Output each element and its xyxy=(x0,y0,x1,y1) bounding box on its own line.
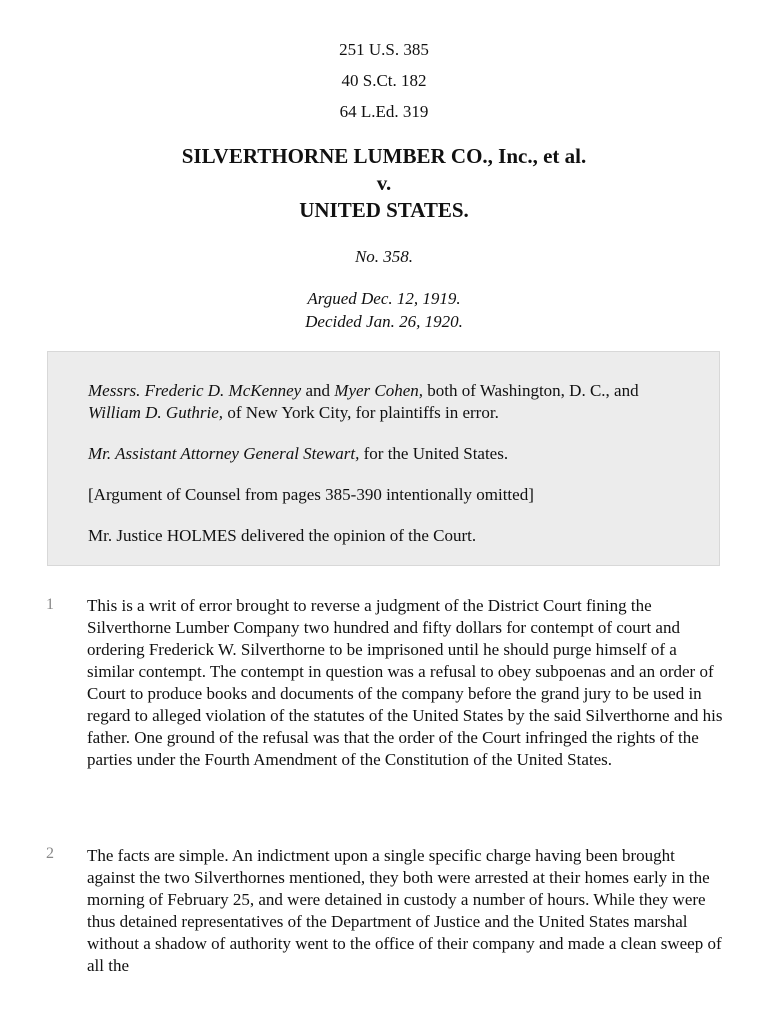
citation-led: 64 L.Ed. 319 xyxy=(339,102,429,121)
counsel-name-mckenney: Messrs. Frederic D. McKenney xyxy=(88,381,302,400)
counsel-name-guthrie: William D. Guthrie, xyxy=(88,403,224,422)
case-title-versus: v. xyxy=(376,171,392,195)
argued-date: Argued Dec. 12, 1919. xyxy=(307,289,461,308)
counsel-name-stewart: Mr. Assistant Attorney General Stewart, xyxy=(88,444,360,463)
paragraph-text: The facts are simple. An indictment upon a single specific charge having been brought against the two Silverthornes mentioned, they both were arrested at their homes early in the morning of February 25, and were detained in custody a number of hours. While they were thus detained representatives of the Department of Justice and the United States marshal without a shadow of authority went to the office of their company and made a clean sweep of all the xyxy=(87,846,722,975)
citations xyxy=(0,34,768,127)
docket-number: No. 358. xyxy=(354,247,414,266)
case-title xyxy=(0,143,768,224)
case-title-petitioner: SILVERTHORNE LUMBER CO., Inc., et al. xyxy=(181,144,587,168)
counsel-box xyxy=(47,351,720,566)
decided-date: Decided Jan. 26, 1920. xyxy=(305,312,463,331)
paragraph-number: 1 xyxy=(46,596,54,613)
paragraph-text: This is a writ of error brought to reverse a judgment of the District Court fining the Silverthorne Lumber Company two hundred and fifty dollars for contempt of court and ordering Frederick W. Silverthorne to be imprisoned until he should purge himself of a similar contempt. The contempt in question was a refusal to obey subpoenas and an order of Court to produce books and documents of the company before the grand jury to be used in regard to alleged violation of the statutes of the United States by the said Silverthorne and his father. One ground of the refusal was that the order of the Court infringed the rights of the parties under the Fourth Amendment of the Constitution of the United States. xyxy=(87,596,723,769)
counsel-name-cohen: Myer Cohen, xyxy=(334,381,424,400)
case-title-respondent: UNITED STATES. xyxy=(299,198,469,222)
argument-omitted-note: [Argument of Counsel from pages 385-390 intentionally omitted] xyxy=(88,485,534,504)
citation-sct: 40 S.Ct. 182 xyxy=(341,71,427,90)
citation-us: 251 U.S. 385 xyxy=(339,40,429,59)
counsel-plaintiffs: Messrs. Frederic D. McKenney and Myer Cohen, both of Washington, D. C., and William D. Guthrie, of New York City, for plaintiffs in error. xyxy=(88,381,639,422)
case-dates xyxy=(0,287,768,333)
counsel-government: Mr. Assistant Attorney General Stewart, for the United States. xyxy=(88,444,509,463)
paragraph-number: 2 xyxy=(46,845,54,862)
opinion-delivered-by: Mr. Justice HOLMES delivered the opinion of the Court. xyxy=(88,526,477,545)
